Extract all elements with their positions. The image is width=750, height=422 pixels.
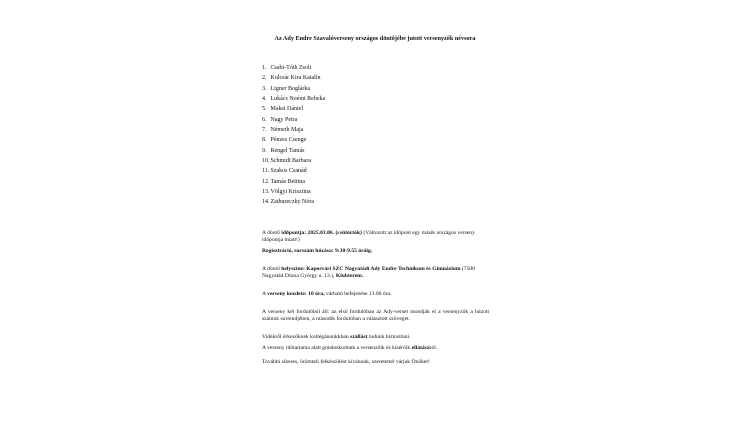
participant-list xyxy=(262,64,325,209)
start-paragraph xyxy=(262,291,489,298)
participant-number: 2. xyxy=(262,75,267,82)
participant-item xyxy=(262,85,325,95)
participant-item xyxy=(262,178,325,188)
date-label: időpontja: 2025.03.06. (csütörtök) xyxy=(281,230,362,236)
participant-number: 3. xyxy=(262,85,267,92)
participant-number: 10. xyxy=(262,158,270,165)
transport-bold: szállást xyxy=(350,334,368,340)
participant-number: 13. xyxy=(262,189,270,196)
participant-number: 5. xyxy=(262,106,267,113)
venue-paragraph xyxy=(262,266,489,280)
participant-item xyxy=(262,95,325,105)
participant-name: Csabi-Tóth Zsolt xyxy=(270,65,312,71)
participant-number: 14. xyxy=(262,199,270,206)
participant-name: Kulcsár Kira Katalin xyxy=(270,75,321,82)
venue-address: (7500 Nagyatád Dózsa György u. 13.), xyxy=(262,266,475,280)
care-prefix: A verseny időtartama alatt gondoskodunk a versenzőik és kísérőik xyxy=(262,345,412,351)
date-note: (Változott az időpont egy másik országos verseny időpontja miatt!) xyxy=(262,230,475,244)
care-bold: ellátásá xyxy=(411,345,430,351)
participant-item xyxy=(262,157,325,167)
participant-name: Maksi Dániel xyxy=(270,106,303,113)
venue-room: Klubterem. xyxy=(335,273,364,280)
participant-number: 8. xyxy=(262,137,267,144)
date-paragraph xyxy=(262,230,489,244)
participant-name: Völgyi Krisztina xyxy=(270,189,311,196)
venue-label: helyszíne: Kaposvári SZC Nagyatádi Ady Endre Technikum és Gimnázium xyxy=(281,266,461,272)
participant-number: 9. xyxy=(262,147,267,154)
registration-line: Regisztráció, sorszám húzása: 9:30-9.55 óráig. xyxy=(262,248,373,254)
participant-item xyxy=(262,167,325,177)
participant-name: Németh Maja xyxy=(270,127,304,134)
participant-name: Ligner Boglárka xyxy=(270,85,310,92)
participant-item xyxy=(262,198,325,208)
transport-rest: tudunk biztosítani. xyxy=(367,334,411,340)
participant-name: Schmidt Barbara xyxy=(270,158,311,165)
participant-number: 7. xyxy=(262,127,267,134)
participant-name: Szakos Csanád xyxy=(270,168,307,175)
rounds-paragraph: A verseny két fordulóból áll: az első fordulóban az Ady-verset mondják el a versenyzők a húzott számok sorrendjében, a második fordulóban a választott szöveget. xyxy=(262,309,489,323)
participant-number: 6. xyxy=(262,116,267,123)
participant-number: 12. xyxy=(262,178,270,185)
start-rest: várható befejezése 13.00 óra. xyxy=(324,291,392,297)
participant-name: Rengel Tamás xyxy=(270,147,305,154)
participant-item xyxy=(262,126,325,136)
start-prefix: A xyxy=(262,291,268,297)
participant-name: Lukács Noémi Rebeka xyxy=(270,96,326,103)
participant-item xyxy=(262,74,325,84)
transport-prefix: Vidékről érkezőknek kollégánunkkban xyxy=(262,334,351,340)
page-title: Az Ady Endre Szavalóverseny országos döntőjébe jutott versenyzők névsora xyxy=(274,35,476,42)
care-rest: ról. xyxy=(429,345,438,351)
participant-name: Nagy Petra xyxy=(270,116,298,123)
participant-item xyxy=(262,116,325,126)
participant-name: Tamás Bettina xyxy=(270,178,305,185)
participant-number: 1. xyxy=(262,65,267,71)
participant-item xyxy=(262,105,325,115)
participant-item xyxy=(262,136,325,146)
care-paragraph xyxy=(262,345,489,352)
participant-name: Pénzes Csenge xyxy=(270,137,307,144)
closing-line: További sikeres, örömteli felkészülést kívánunk, szeretettel várjuk Önöket! xyxy=(262,359,430,365)
start-label: verseny kezdete: 10 óra, xyxy=(267,291,325,297)
participant-number: 4. xyxy=(262,96,267,103)
participant-item xyxy=(262,64,325,74)
participant-name: Zathureczky Nóra xyxy=(270,199,314,206)
transport-paragraph xyxy=(262,334,489,341)
venue-prefix: A döntő xyxy=(262,266,282,272)
participant-item xyxy=(262,188,325,198)
participant-number: 11. xyxy=(262,168,270,175)
participant-item xyxy=(262,147,325,157)
date-prefix: A döntő xyxy=(262,230,282,236)
